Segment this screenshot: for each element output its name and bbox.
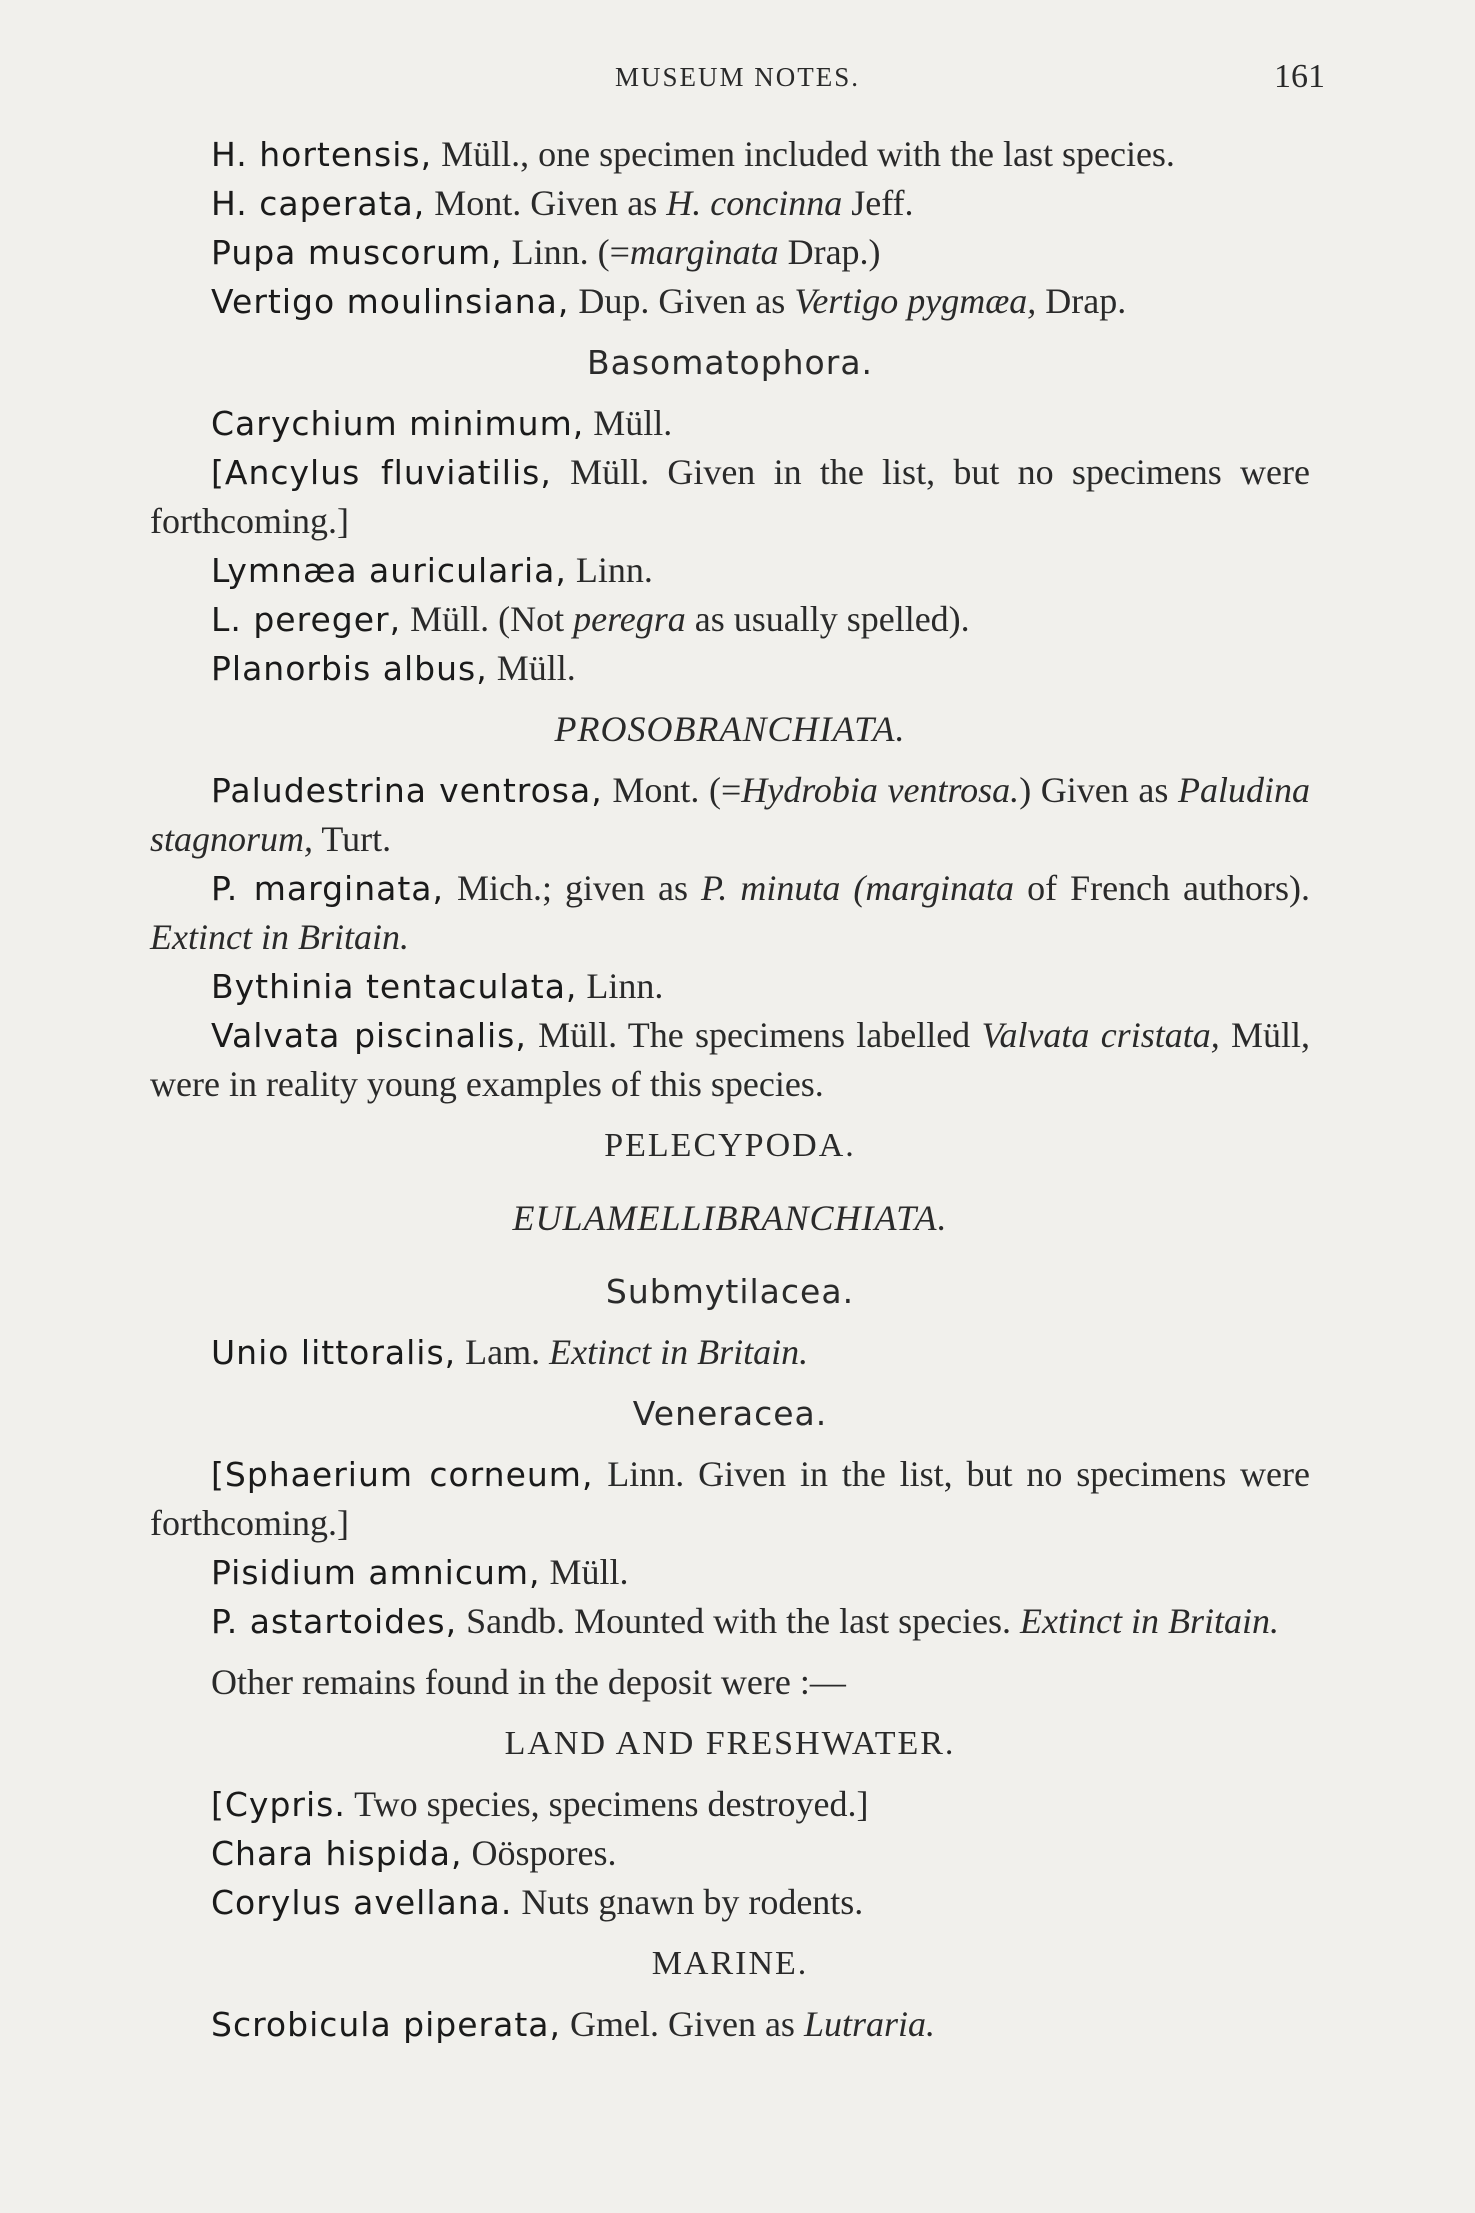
spacer [150, 754, 1310, 766]
species-name: [Cypris. [211, 1785, 346, 1824]
entry-text: Mich.; given as [444, 868, 702, 908]
entry-text: Drap. [1036, 281, 1127, 321]
entry-text: Gmel. Given as [560, 2004, 804, 2044]
entry-italic: Vertigo pygmæa, [794, 281, 1037, 321]
entry-italic: Valvata cristata, [981, 1015, 1220, 1055]
species-entry [150, 1597, 1310, 1646]
spacer [150, 1243, 1310, 1255]
species-name: Bythinia tentaculata, [211, 967, 578, 1006]
page-number: 161 [1274, 58, 1325, 95]
species-entry [150, 1780, 1310, 1829]
spacer [150, 1182, 1310, 1194]
species-entry [150, 2000, 1310, 2049]
entry-text: Drap.) [778, 232, 881, 272]
entry-text: Mont. (= [602, 770, 742, 810]
entry-text: Müll. [487, 648, 576, 688]
page-header [150, 58, 1325, 98]
spacer [150, 326, 1310, 338]
entry-italic: P. minuta (marginata [701, 868, 1015, 908]
entry-text: Müll. Given in the list, but no specimens were forthcoming.] [150, 452, 1310, 541]
entry-text: Müll. The specimens labelled [526, 1015, 982, 1055]
species-name: Vertigo moulinsiana, [211, 282, 570, 321]
spacer [150, 1109, 1310, 1121]
spacer [150, 1646, 1310, 1658]
species-name: Unio littoralis, [211, 1333, 457, 1372]
species-entry [150, 277, 1310, 326]
entry-text: ) Given as [1019, 770, 1178, 810]
section-heading: PROSOBRANCHIATA. [554, 709, 906, 749]
species-name: Valvata piscinalis, [211, 1016, 527, 1055]
species-entry [150, 1878, 1310, 1927]
species-entry [150, 595, 1310, 644]
entry-text: Lam. [456, 1332, 550, 1372]
spacer [150, 1170, 1310, 1182]
entry-text: Nuts gnawn by rodents. [512, 1882, 864, 1922]
entry-text: Müll. [540, 1552, 629, 1592]
species-entry [150, 1450, 1310, 1548]
entry-text: Jeff. [842, 183, 914, 223]
species-name: H. caperata, [211, 184, 426, 223]
species-name: L. pereger, [211, 600, 402, 639]
species-entry [150, 1328, 1310, 1377]
entry-text: Müll. [584, 403, 673, 443]
species-entry [150, 962, 1310, 1011]
section-heading: LAND AND FRESHWATER. [504, 1725, 956, 1762]
species-name: Pisidium amnicum, [211, 1553, 541, 1592]
entry-text: Linn. [577, 966, 664, 1006]
entry-italic: marginata [629, 232, 779, 272]
entry-italic: H. concinna [666, 183, 843, 223]
species-entry [150, 1011, 1310, 1109]
spacer [150, 693, 1310, 705]
species-name: Carychium minimum, [211, 404, 585, 443]
entry-text: Mont. Given as [425, 183, 667, 223]
spacer [150, 1255, 1310, 1267]
running-head: MUSEUM NOTES. [614, 62, 861, 92]
entry-italic: Lutraria. [803, 2004, 935, 2044]
species-entry [150, 1829, 1310, 1878]
species-name: Chara hispida, [211, 1834, 463, 1873]
entry-text: Müll., one specimen included with the last species. [432, 134, 1175, 174]
spacer [150, 1377, 1310, 1389]
entry-text: as usually spelled). [685, 599, 970, 639]
species-name: Planorbis albus, [211, 649, 488, 688]
species-name: Lymnæa auricularia, [211, 551, 567, 590]
species-entry [150, 546, 1310, 595]
entry-italic: Extinct in Britain. [1020, 1601, 1280, 1641]
entry-italic: Extinct in Britain. [150, 917, 409, 957]
spacer [150, 387, 1310, 399]
entry-text: Müll. (Not [401, 599, 574, 639]
section-heading: MARINE. [651, 1945, 809, 1982]
species-name: Scrobicula piperata, [211, 2005, 561, 2044]
entry-text: Two species, specimens destroyed.] [345, 1784, 869, 1824]
entry-italic: Paludina stagnorum, [150, 770, 1310, 859]
species-name: Pupa muscorum, [211, 233, 503, 272]
section-heading: Basomatophora. [586, 343, 874, 382]
entry-text: Dup. Given as [569, 281, 795, 321]
species-entry [150, 130, 1310, 179]
species-name: P. marginata, [211, 869, 445, 908]
section-heading: PELECYPODA. [604, 1127, 856, 1164]
species-entry [150, 179, 1310, 228]
species-entry [150, 864, 1310, 962]
species-name: [Ancylus fluviatilis, [211, 453, 552, 492]
species-entry [150, 228, 1310, 277]
species-entry [150, 766, 1310, 864]
entry-text: Sandb. Mounted with the last species. [457, 1601, 1021, 1641]
entry-text: Oöspores. [462, 1833, 617, 1873]
entry-text: Linn. (= [502, 232, 630, 272]
spacer [150, 1438, 1310, 1450]
spacer [150, 1316, 1310, 1328]
section-heading: EULAMELLIBRANCHIATA. [512, 1198, 948, 1238]
species-entry [150, 399, 1310, 448]
species-entry [150, 448, 1310, 546]
entry-text: Linn. Given in the list, but no specimens were forthcoming.] [150, 1454, 1311, 1543]
entry-italic: Hydrobia ventrosa. [741, 770, 1020, 810]
species-name: [Sphaerium corneum, [211, 1455, 594, 1494]
entry-text: Müll, were in reality young examples of this species. [150, 1015, 1311, 1104]
entry-italic: peregra [573, 599, 686, 639]
document-body [150, 130, 1310, 2049]
species-entry [150, 1548, 1310, 1597]
paragraph: Other remains found in the deposit were :— [211, 1662, 846, 1702]
entry-italic: Extinct in Britain. [549, 1332, 809, 1372]
species-name: Corylus avellana. [211, 1883, 513, 1922]
species-entry [150, 644, 1310, 693]
entry-text: of French authors). [1014, 868, 1311, 908]
spacer [150, 1707, 1310, 1719]
entry-text: Turt. [313, 819, 392, 859]
entry-text: Linn. [566, 550, 653, 590]
spacer [150, 1988, 1310, 2000]
species-name: P. astartoides, [211, 1602, 458, 1641]
section-heading: Submytilacea. [605, 1272, 855, 1311]
species-name: Paludestrina ventrosa, [211, 771, 603, 810]
section-heading: Veneracea. [632, 1394, 828, 1433]
spacer [150, 1768, 1310, 1780]
species-name: H. hortensis, [211, 135, 433, 174]
spacer [150, 1927, 1310, 1939]
